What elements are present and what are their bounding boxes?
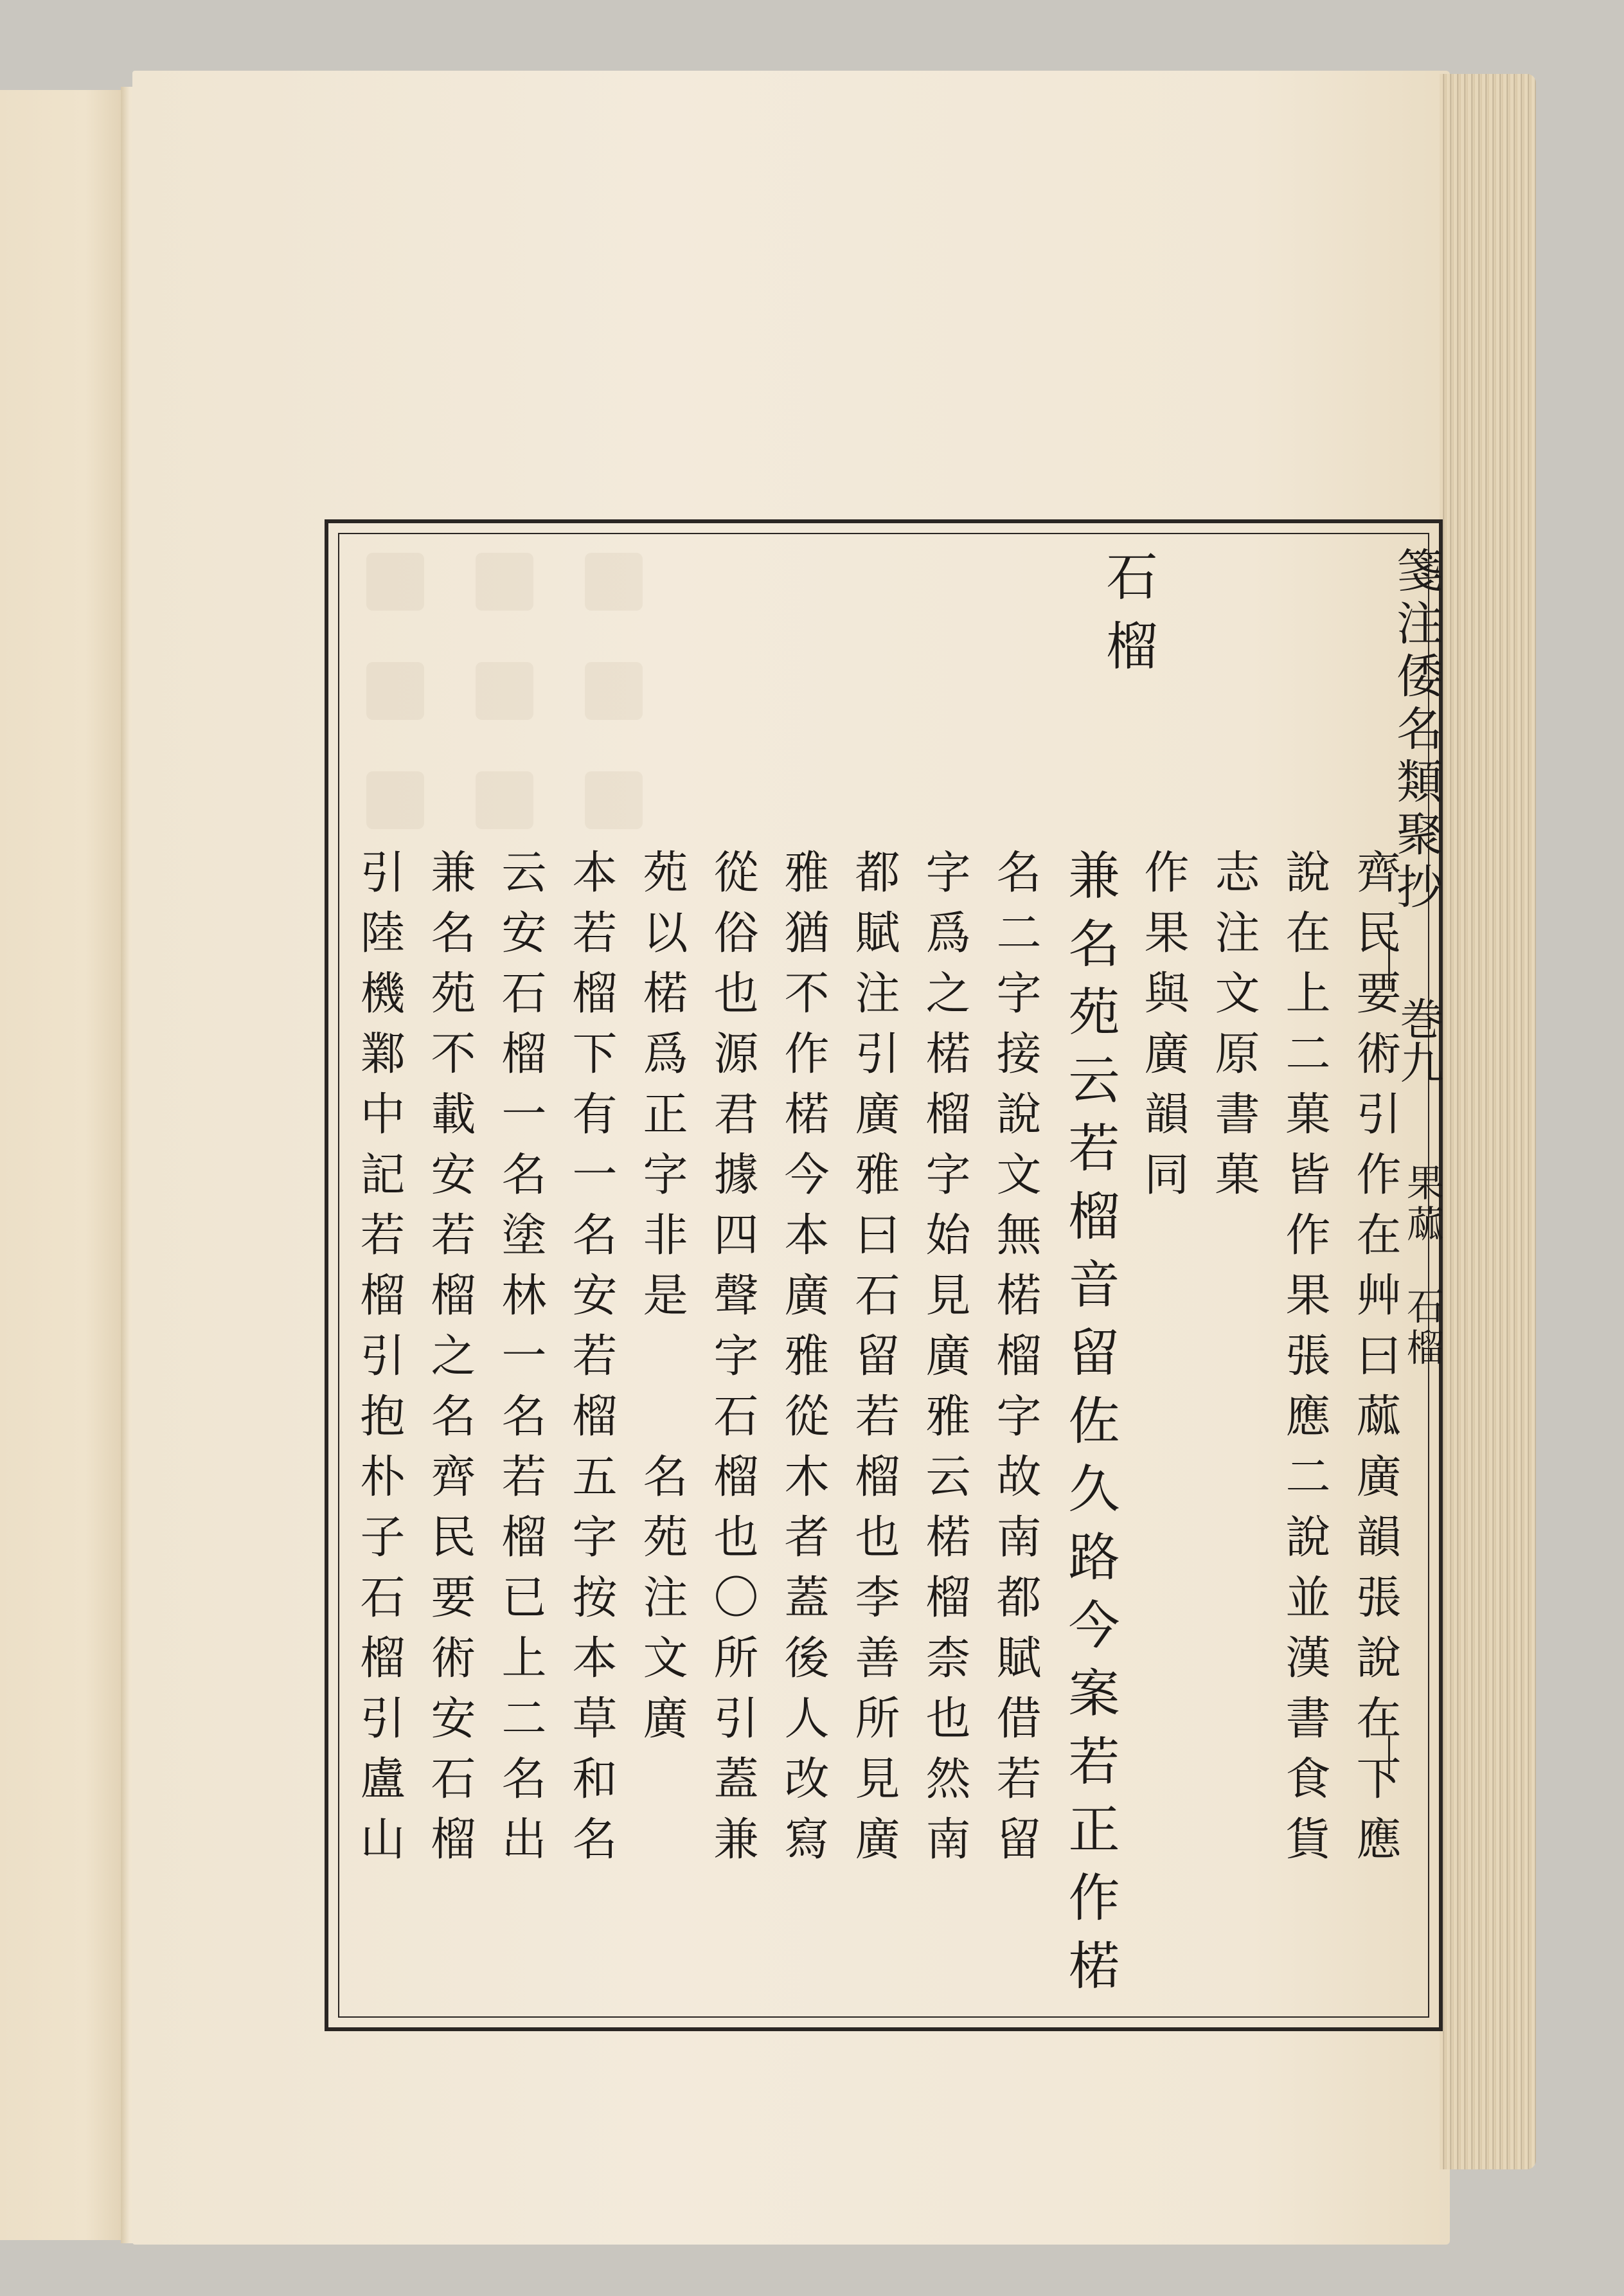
book-title-header: 箋注倭名類聚抄 (1389, 546, 1443, 915)
text-column-11: 苑以楉爲正字非是 名苑注文廣 (636, 848, 688, 1755)
text-column-4: 作果與廣韻同 (1137, 848, 1190, 1211)
text-column-12: 本若榴下有一名安若榴五字按本草和名 (565, 848, 618, 1876)
entry-title: 石榴 (1098, 550, 1157, 688)
text-column-8: 都賦注引廣雅曰石留若榴也李善所見廣 (848, 848, 900, 1876)
text-column-15: 引陸機鄴中記若榴引抱朴子石榴引盧山 (353, 848, 406, 1876)
text-column-10: 從俗也源君據四聲字石榴也〇所引蓋兼 (706, 848, 759, 1876)
text-column-2: 說在上二菓皆作果張應二說並漢書食貨 (1278, 848, 1331, 1876)
text-column-7: 字爲之楉榴字始見廣雅云楉榴柰也然南 (918, 848, 971, 1876)
text-column-5: 兼名苑云若榴音留佐久路今案若正作楉 (1060, 848, 1120, 2007)
text-column-1: 齊民要術引作在艸曰蓏廣韻張說在下應 (1349, 848, 1402, 1876)
text-column-9: 雅猶不作楉今本廣雅從木者蓋後人改寫 (777, 848, 830, 1876)
page-edges (1440, 74, 1536, 2169)
section-label: 果蓏 石榴 (1400, 1163, 1444, 1369)
volume-label: 巻九 (1393, 996, 1443, 1084)
text-column-6: 名二字接說文無楉榴字故南都賦借若留 (989, 848, 1042, 1876)
text-column-13: 云安石榴一名塗林一名若榴已上二名出 (494, 848, 547, 1876)
text-column-14: 兼名苑不載安若榴之名齊民要術安石榴 (424, 848, 476, 1876)
left-page (0, 90, 122, 2240)
text-column-3: 志注文原書菓 (1208, 848, 1260, 1211)
